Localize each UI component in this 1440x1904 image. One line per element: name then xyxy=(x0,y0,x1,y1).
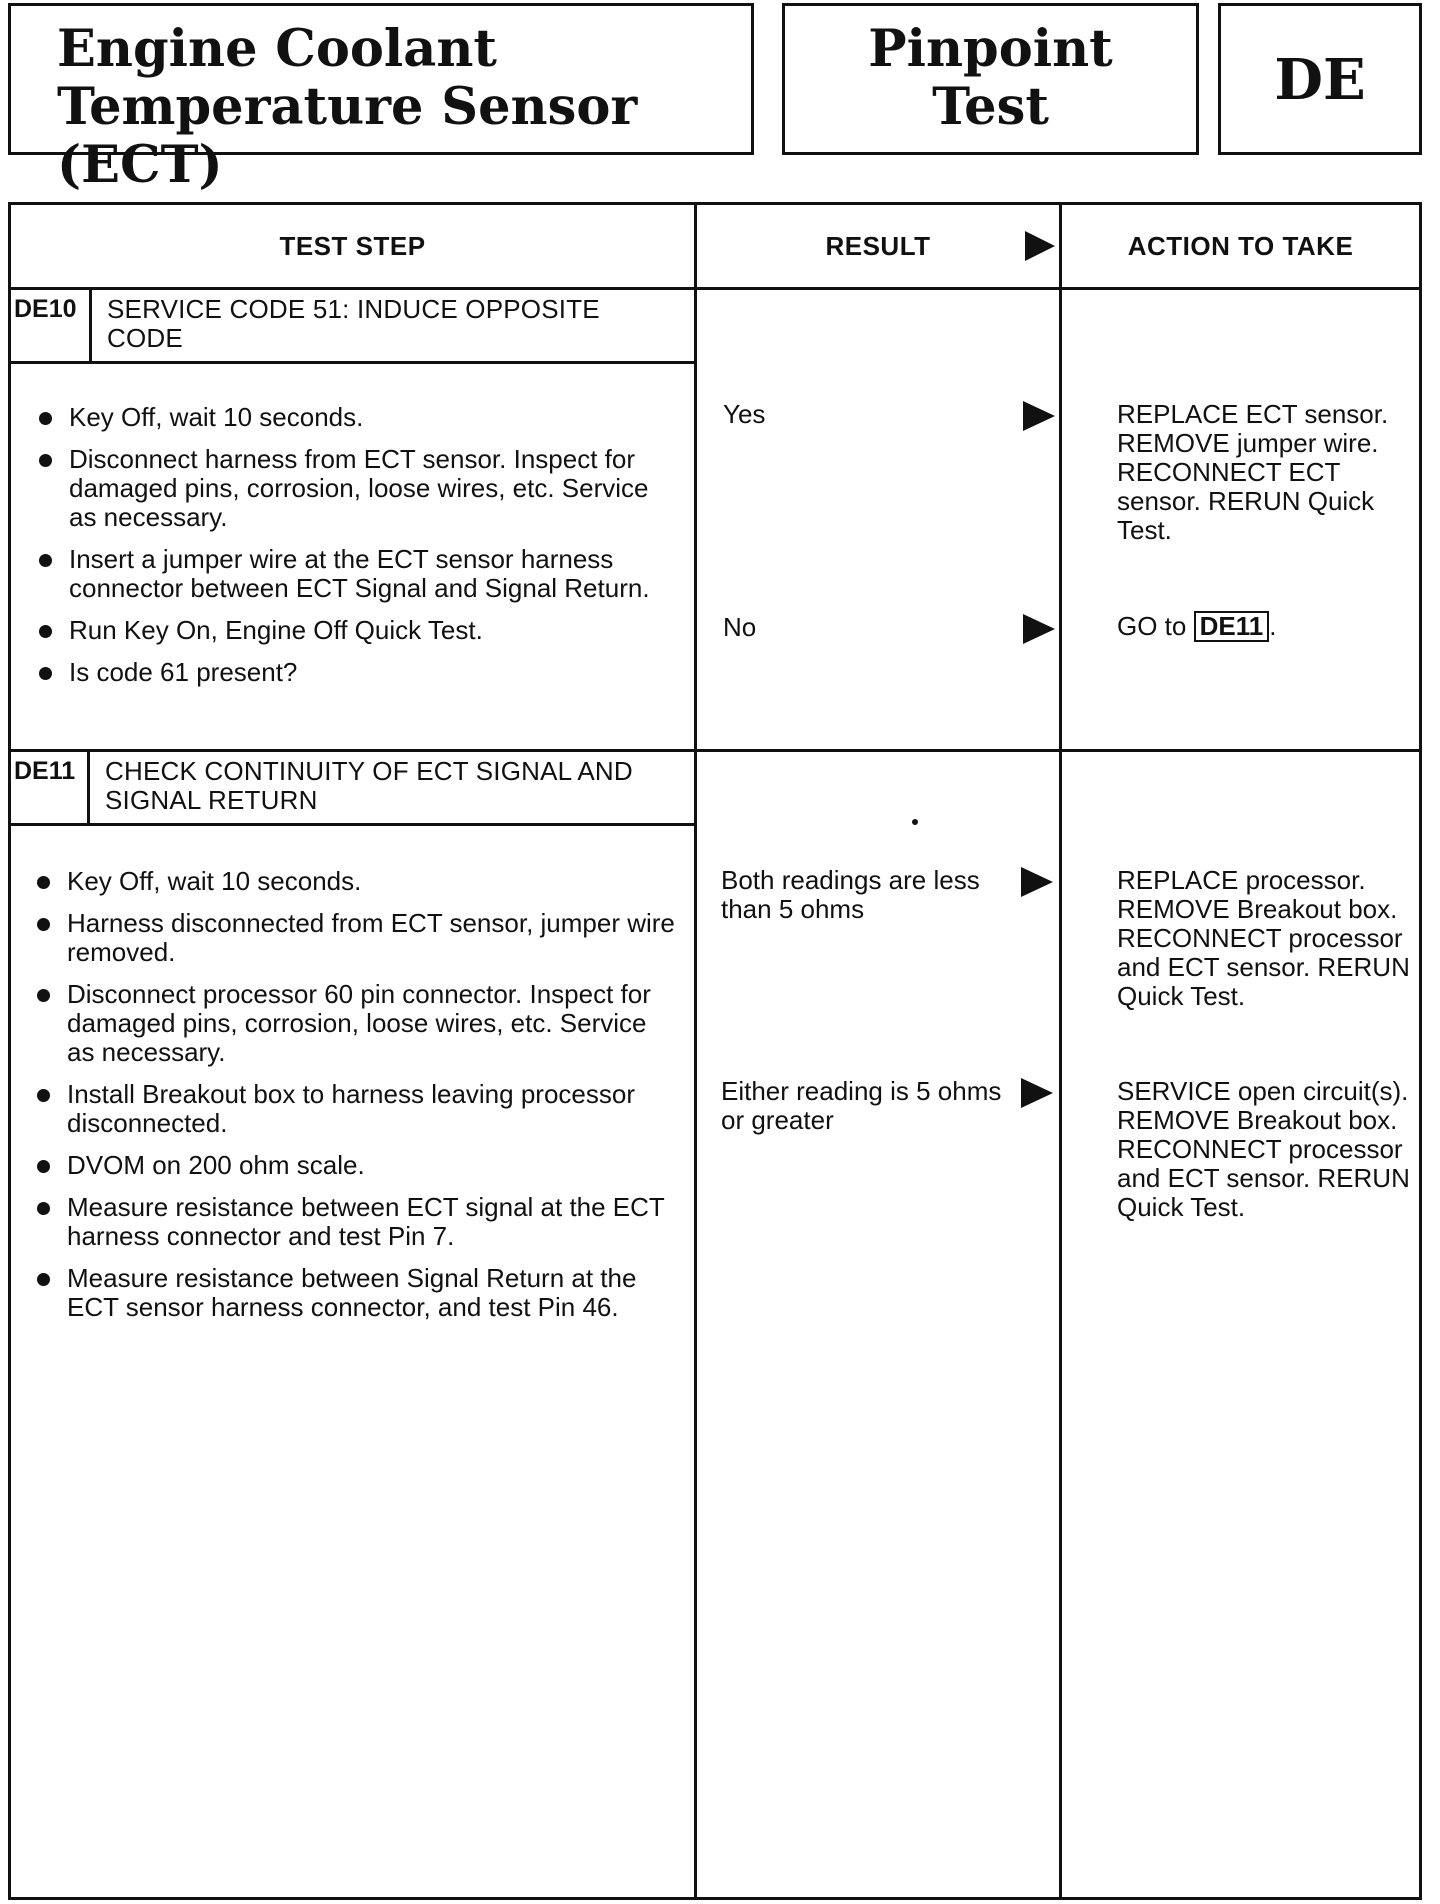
arrow-right-icon xyxy=(1025,231,1055,261)
list-item: Key Off, wait 10 seconds. xyxy=(37,403,677,432)
action-text: REPLACE ECT sensor. REMOVE jumper wire. RECONNECT ECT sensor. RERUN Quick Test. xyxy=(1117,399,1389,545)
column-header-result xyxy=(697,205,1059,287)
arrow-right-icon xyxy=(1023,401,1055,431)
header-divider xyxy=(11,287,1419,290)
step-procedure-list xyxy=(35,867,681,1335)
pinpoint-table xyxy=(8,202,1422,1900)
title-line-1: Engine Coolant xyxy=(57,19,497,79)
column-divider xyxy=(1059,205,1062,1897)
pinpoint-label xyxy=(785,20,1196,136)
list-item: Is code 61 present? xyxy=(37,658,677,687)
action-suffix: . xyxy=(1269,611,1277,641)
list-item: Install Breakout box to harness leaving processor disconnected. xyxy=(35,1080,681,1138)
action-text: REPLACE processor. REMOVE Breakout box. RECONNECT processor and ECT sensor. RERUN Quick Test. xyxy=(1117,865,1410,1011)
step-id-divider xyxy=(87,752,90,826)
column-divider xyxy=(694,205,697,1897)
step-procedure-list xyxy=(37,403,677,700)
step-id-divider xyxy=(89,290,92,364)
action-prefix: GO to xyxy=(1117,611,1187,641)
arrow-right-icon xyxy=(1021,867,1053,897)
list-item: Insert a jumper wire at the ECT sensor harness connector between ECT Signal and Signal Return. xyxy=(37,545,677,603)
list-item: Harness disconnected from ECT sensor, jumper wire removed. xyxy=(35,909,681,967)
list-item: DVOM on 200 ohm scale. xyxy=(35,1151,681,1180)
step-id: DE11 xyxy=(14,757,76,785)
code-box xyxy=(1218,3,1422,155)
list-item: Measure resistance between ECT signal at the ECT harness connector and test Pin 7. xyxy=(35,1193,681,1251)
result-text: No xyxy=(723,612,757,642)
column-header-action: ACTION TO TAKE xyxy=(1127,230,1354,261)
arrow-right-icon xyxy=(1021,1078,1053,1108)
print-speck xyxy=(912,819,918,825)
arrow-right-icon xyxy=(1023,614,1055,644)
pinpoint-box xyxy=(782,3,1199,155)
step-title: SERVICE CODE 51: INDUCE OPPOSITE CODE xyxy=(107,294,600,353)
column-header-result-label: RESULT xyxy=(825,230,931,261)
result-text: Yes xyxy=(723,399,766,429)
step-reference-link[interactable]: DE11 xyxy=(1194,611,1270,642)
row-divider xyxy=(11,749,1419,752)
step-title: CHECK CONTINUITY OF ECT SIGNAL AND SIGNAL RETURN xyxy=(105,756,633,815)
test-code: DE xyxy=(1274,47,1366,113)
page-title xyxy=(57,20,751,194)
pinpoint-line-1: Pinpoint xyxy=(868,19,1113,79)
step-title-divider xyxy=(11,823,694,826)
list-item: Disconnect processor 60 pin connector. Inspect for damaged pins, corrosion, loose wires, etc. Service as necessary. xyxy=(35,980,681,1067)
column-header-test-step: TEST STEP xyxy=(279,230,426,261)
step-title-divider xyxy=(11,361,694,364)
action-text: SERVICE open circuit(s). REMOVE Breakout box. RECONNECT processor and ECT sensor. RERUN Quick Test. xyxy=(1117,1076,1410,1222)
step-id: DE10 xyxy=(14,295,77,323)
pinpoint-line-2: Test xyxy=(932,77,1049,137)
action-text xyxy=(1117,611,1417,642)
result-text: Both readings are less than 5 ohms xyxy=(721,865,980,924)
result-text: Either reading is 5 ohms or greater xyxy=(721,1076,1002,1135)
list-item: Measure resistance between Signal Return at the ECT sensor harness connector, and test Pin 46. xyxy=(35,1264,681,1322)
list-item: Disconnect harness from ECT sensor. Inspect for damaged pins, corrosion, loose wires, etc. Service as necessary. xyxy=(37,445,677,532)
title-box xyxy=(8,3,754,195)
title-line-2: Temperature Sensor (ECT) xyxy=(57,77,638,195)
list-item: Run Key On, Engine Off Quick Test. xyxy=(37,616,677,645)
list-item: Key Off, wait 10 seconds. xyxy=(35,867,681,896)
